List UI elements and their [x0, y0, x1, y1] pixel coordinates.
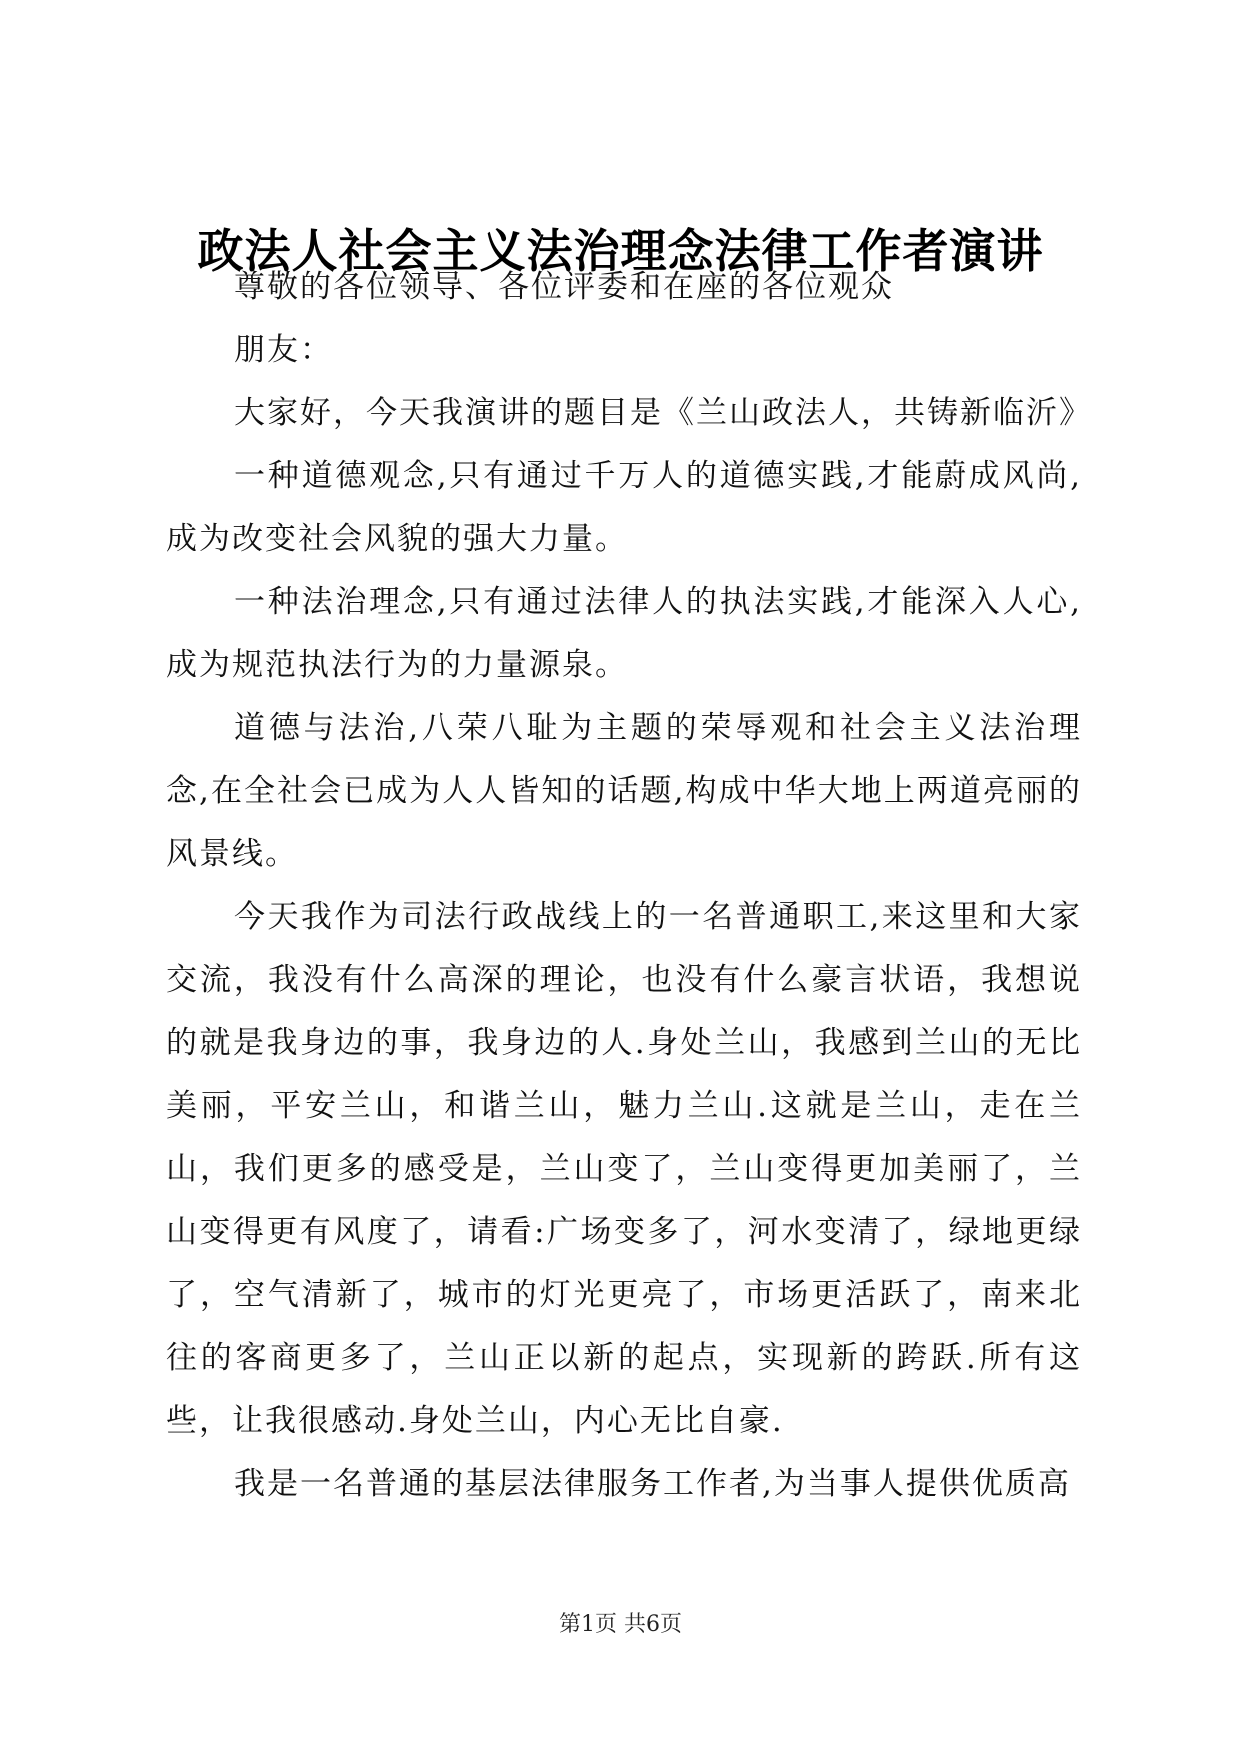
paragraph-greeting: 大家好，今天我演讲的题目是《兰山政法人，共铸新临沂》	[234, 395, 1092, 431]
paragraph-legal-worker: 我是一名普通的基层法律服务工作者,为当事人提供优质高	[234, 1466, 1071, 1502]
paragraph-salutation-cont: 朋友：	[234, 332, 333, 368]
paragraph-salutation: 尊敬的各位领导、各位评委和在座的各位观众	[234, 269, 894, 305]
paragraph-morality-and-law: 道德与法治,八荣八耻为主题的荣辱观和社会主义法治理念,在全社会已成为人人皆知的话题,构成中华大地上两道亮丽的风景线。	[166, 710, 1082, 872]
document-body	[166, 256, 1092, 1516]
paragraph-rule-of-law: 一种法治理念,只有通过法律人的执法实践,才能深入人心,成为规范执法行为的力量源泉。	[166, 584, 1082, 683]
page-number-footer: 第1页 共6页	[559, 1612, 682, 1637]
paragraph-lanshan: 今天我作为司法行政战线上的一名普通职工,来这里和大家交流，我没有什么高深的理论，也没有什么豪言状语，我想说的就是我身边的事，我身边的人.身处兰山，我感到兰山的无比美丽，平安兰山，和谐兰山，魅力兰山.这就是兰山，走在兰山，我们更多的感受是，兰山变了，兰山变得更加美丽了，兰山变得更有风度了，请看:广场变多了，河水变清了，绿地更绿了，空气清新了，城市的灯光更亮了，市场更活跃了，南来北往的客商更多了，兰山正以新的起点，实现新的跨跃.所有这些，让我很感动.身处兰山，内心无比自豪.	[166, 899, 1082, 1439]
document-title: 政法人社会主义法治理念法律工作者演讲	[197, 224, 1044, 278]
paragraph-morality: 一种道德观念,只有通过千万人的道德实践,才能蔚成风尚,成为改变社会风貌的强大力量。	[166, 458, 1082, 557]
